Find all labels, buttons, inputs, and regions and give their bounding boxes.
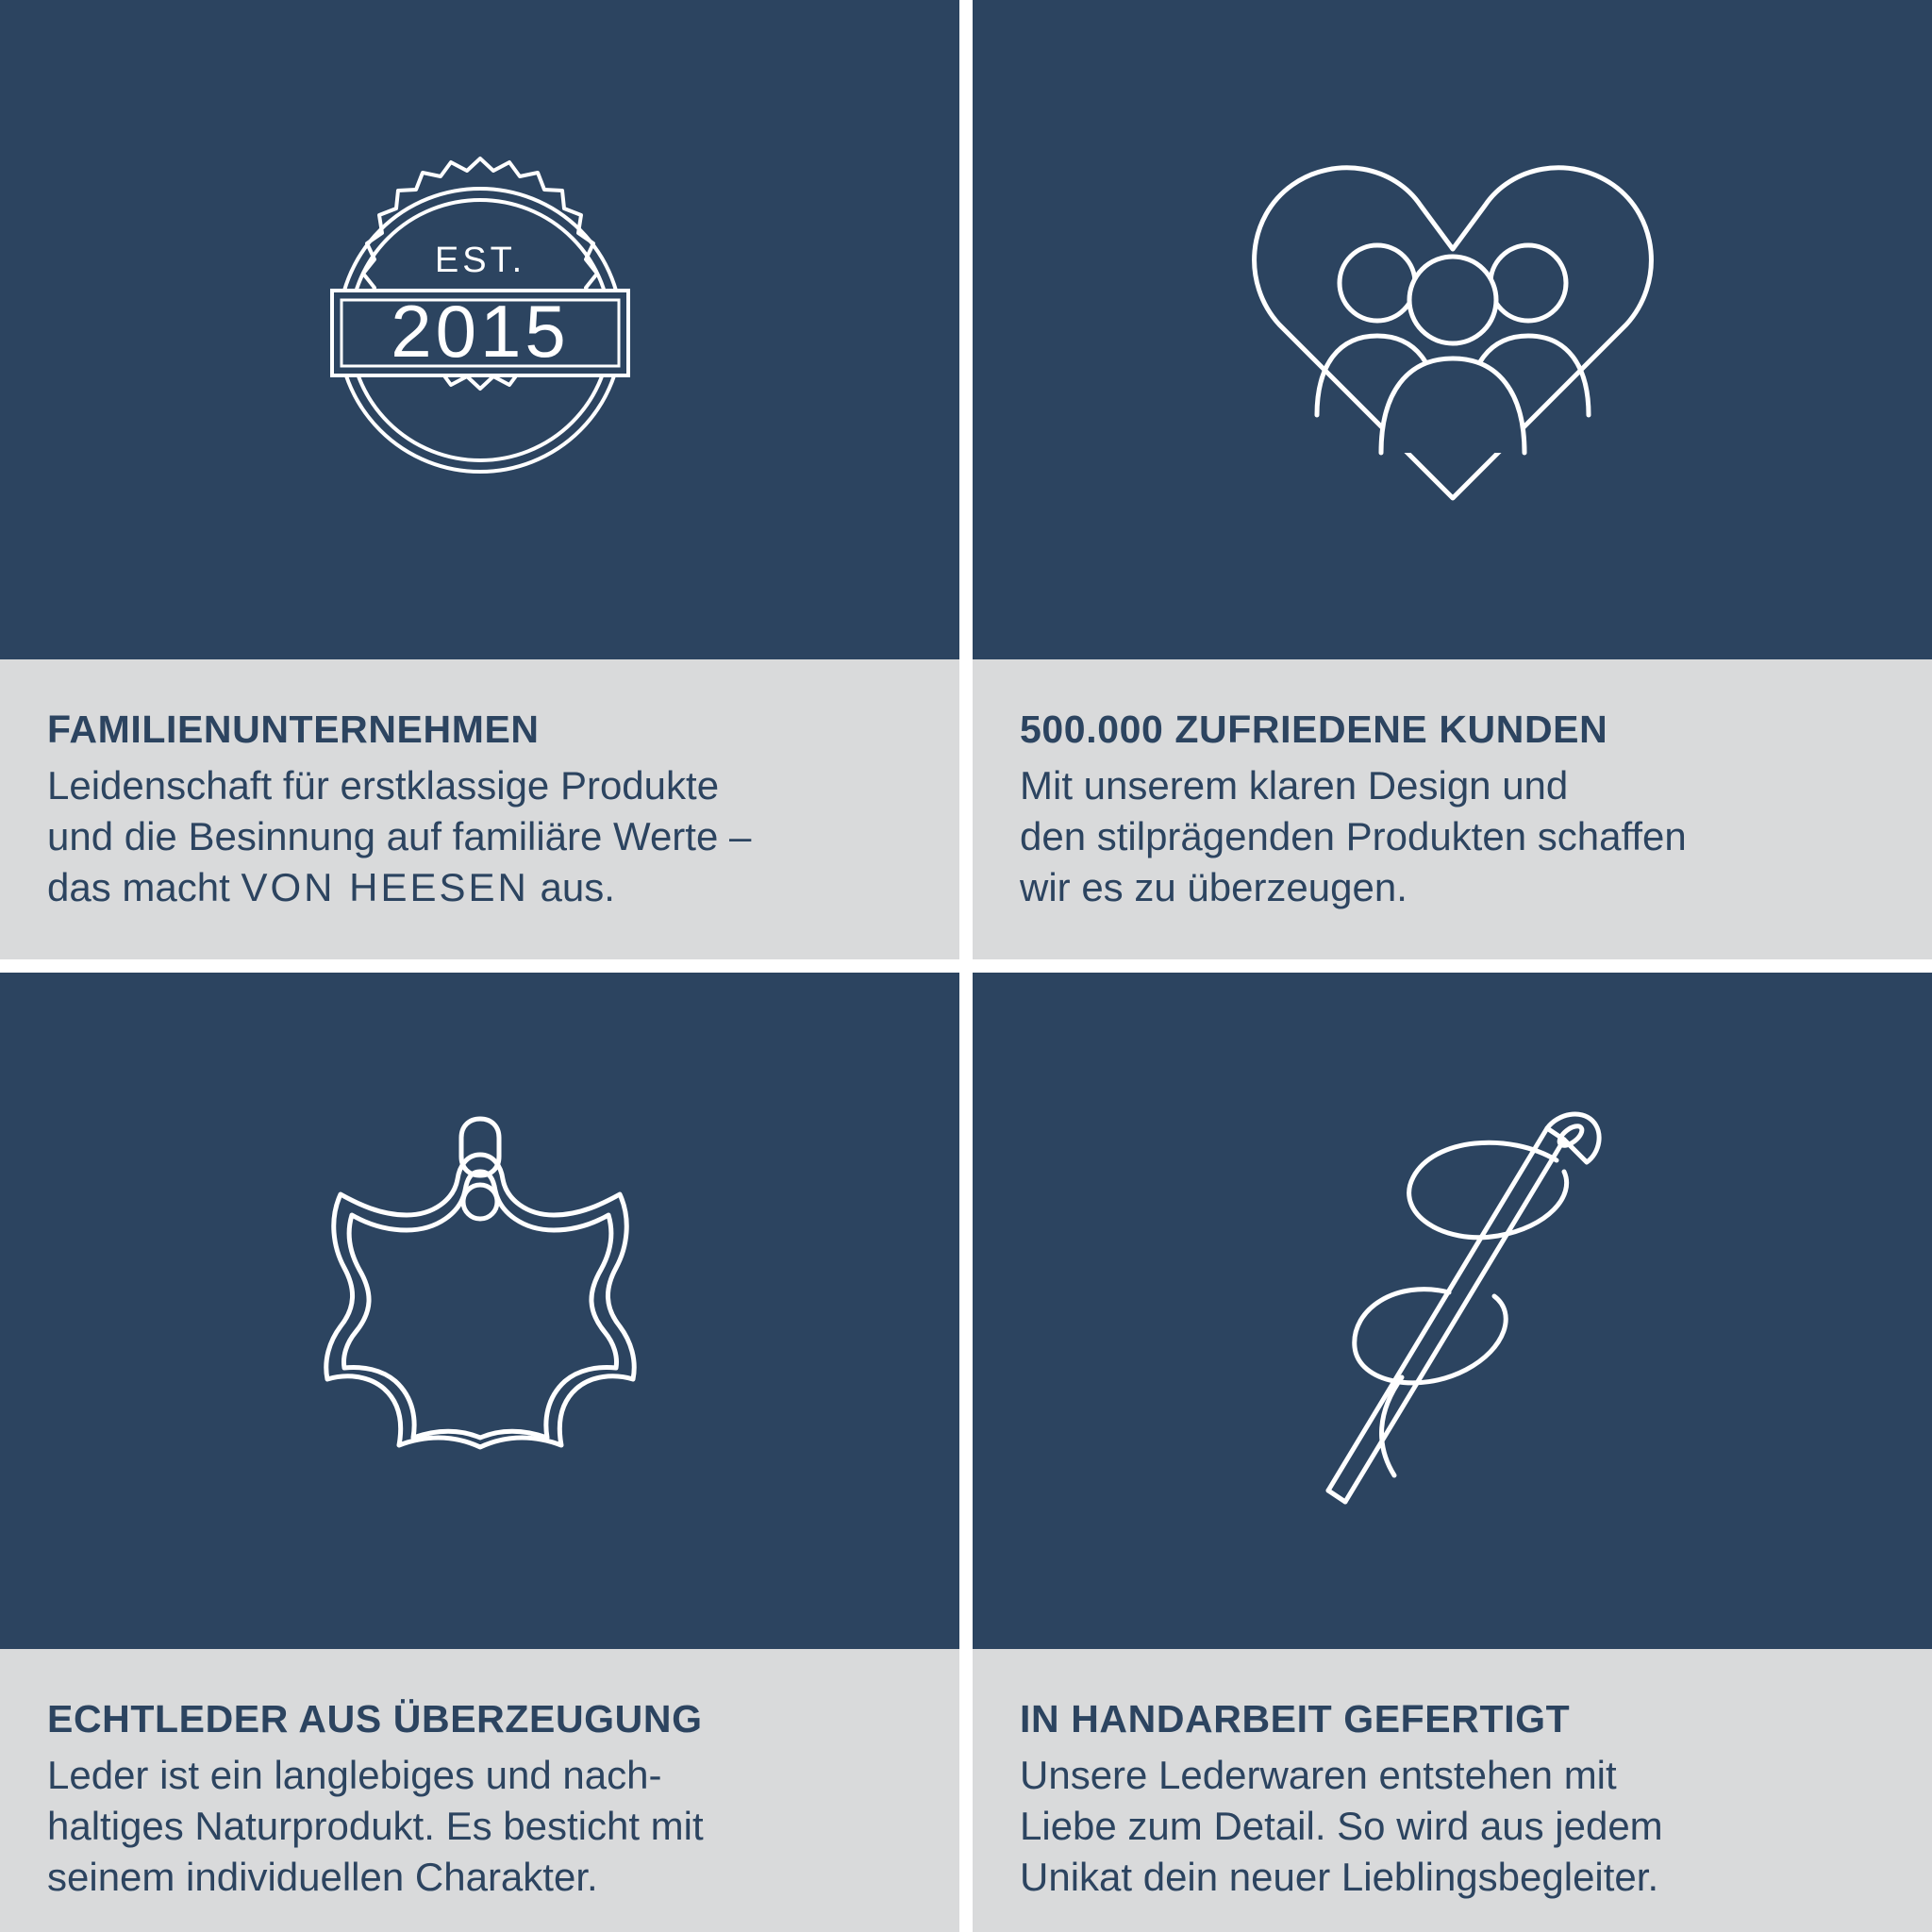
feature-card-handmade — [973, 973, 1932, 1932]
needle-and-thread-icon — [1264, 1094, 1641, 1528]
body-line-1: Leidenschaft für erstklassige Produkte — [47, 763, 720, 808]
body-handmade — [1020, 1750, 1885, 1902]
headline-handmade: IN HANDARBEIT GEFERTIGT — [1020, 1697, 1571, 1740]
icon-area-leather — [0, 973, 959, 1649]
caption-customers — [973, 659, 1932, 959]
body-line-1: Unsere Lederwaren entstehen mit — [1020, 1753, 1617, 1798]
caption-leather — [0, 1649, 959, 1932]
badge-est-label: EST. — [434, 240, 525, 280]
feature-card-family-business — [0, 0, 959, 959]
body-line-1: Leder ist ein langlebiges und nach- — [47, 1753, 662, 1798]
headline-customers: 500.000 ZUFRIEDENE KUNDEN — [1020, 708, 1608, 751]
headline-leather: ECHTLEDER AUS ÜBERZEUGUNG — [47, 1697, 703, 1740]
headline-family-business: FAMILIENUNTERNEHMEN — [47, 708, 540, 751]
badge-year: 2015 — [390, 289, 570, 373]
icon-area-family-business — [0, 0, 959, 659]
body-family-business — [47, 760, 912, 912]
body-line-2: haltiges Naturprodukt. Es besticht mit — [47, 1803, 704, 1848]
icon-area-customers — [973, 0, 1932, 659]
feature-card-leather — [0, 973, 959, 1932]
caption-family-business — [0, 659, 959, 959]
body-line-2: und die Besinnung auf familiäre Werte – — [47, 813, 752, 858]
body-line-3: seinem individuellen Charakter. — [47, 1854, 598, 1899]
feature-card-customers — [973, 0, 1932, 959]
body-line-3: Unikat dein neuer Lieblingsbegleiter. — [1020, 1854, 1659, 1899]
body-line-1: Mit unserem klaren Design und — [1020, 763, 1569, 808]
body-leather — [47, 1750, 912, 1902]
leather-hide-icon — [282, 1113, 678, 1509]
body-customers — [1020, 760, 1885, 912]
est-2015-badge-icon — [273, 142, 688, 519]
heart-with-people-icon — [1236, 142, 1670, 519]
body-line-2: Liebe zum Detail. So wird aus jedem — [1020, 1803, 1663, 1848]
body-line-3-suffix: aus. — [528, 864, 615, 909]
icon-area-handmade — [973, 973, 1932, 1649]
body-line-3: wir es zu überzeugen. — [1020, 864, 1407, 909]
caption-handmade — [973, 1649, 1932, 1932]
brand-name: VON HEESEN — [241, 864, 529, 909]
body-line-2: den stilprägenden Produkten schaffen — [1020, 813, 1687, 858]
body-line-3-prefix: das macht — [47, 864, 242, 909]
